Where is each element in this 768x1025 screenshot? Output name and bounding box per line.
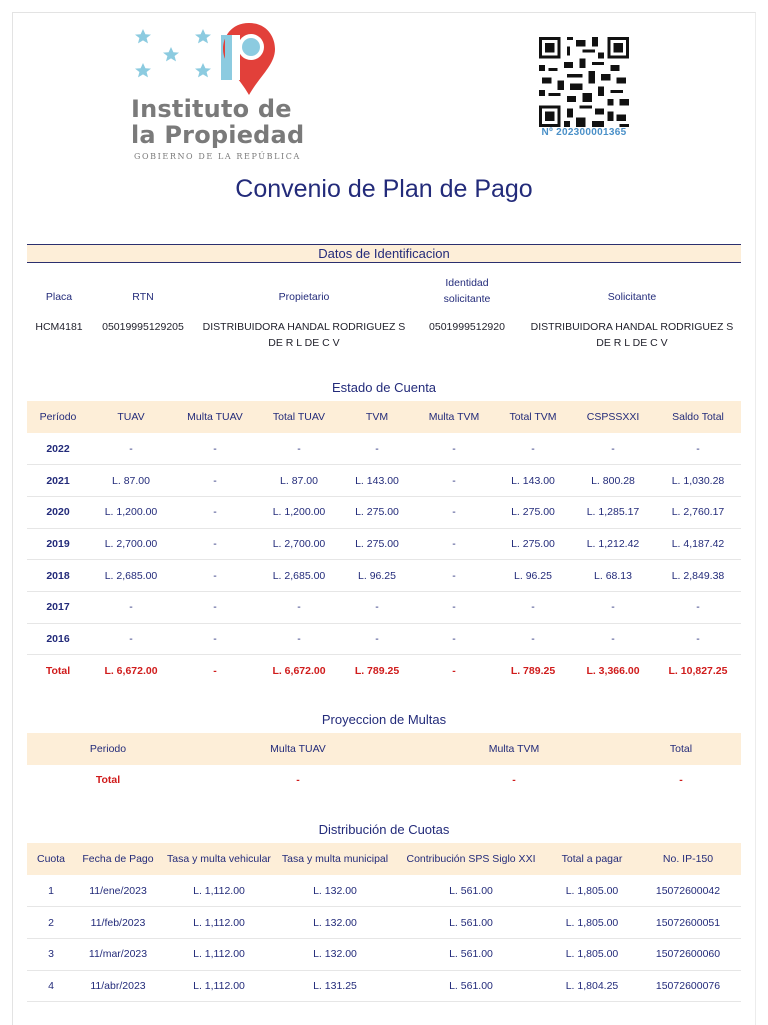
cuota-cell: L. 561.00 (449, 884, 493, 897)
estado-heading: Estado de Cuenta (331, 380, 437, 395)
cuota-cell: 11/abr/2023 (90, 979, 146, 992)
estado-cell: L. 275.00 (511, 537, 555, 550)
estado-cell: - (696, 632, 700, 645)
estado-cell: L. 275.00 (511, 506, 555, 519)
cuota-cell: L. 1,804.25 (565, 979, 619, 992)
cuota-row (27, 875, 741, 907)
logo-subtitle: GOBIERNO DE LA REPÚBLICA (134, 152, 301, 161)
estado-cell: - (213, 569, 217, 582)
estado-cell: - (611, 601, 615, 614)
estado-row (27, 591, 741, 623)
qr-number: Nº 202300001365 (541, 127, 627, 138)
col-header-total-a-pagar: Total a pagar (561, 853, 623, 865)
estado-cell: L. 68.13 (594, 569, 632, 582)
cuota-cell: 11/mar/2023 (88, 948, 148, 961)
estado-header-row (27, 401, 741, 433)
cuota-cell: L. 131.25 (313, 979, 357, 992)
logo-mark-icon (131, 21, 291, 97)
estado-cell: L. 143.00 (355, 474, 399, 487)
logo-text-line1: Instituto de (131, 95, 292, 123)
solicitante-value-line2: DE R L DE C V (596, 337, 668, 349)
total-label: Total (45, 664, 71, 677)
estado-cell: - (375, 442, 379, 455)
col-header-cspssxxi: CSPSSXXI (586, 411, 640, 423)
estado-cell: - (531, 601, 535, 614)
col-header-periodo: Periodo (89, 743, 127, 755)
estado-cell: - (213, 506, 217, 519)
document-title: Convenio de Plan de Pago (235, 175, 533, 203)
estado-cell: L. 2,700.00 (272, 537, 326, 550)
col-header-tvm: TVM (365, 411, 389, 423)
cuota-cell: 15072600051 (655, 916, 721, 929)
placa-header: Placa (45, 291, 73, 303)
col-header-total: Total (669, 743, 693, 755)
total-cell: L. 10,827.25 (668, 664, 728, 677)
cuota-cell: L. 132.00 (313, 948, 357, 961)
estado-cell: L. 87.00 (280, 474, 318, 487)
cuotas-table (27, 843, 741, 1002)
cuota-cell: L. 561.00 (449, 916, 493, 929)
estado-cell: - (531, 632, 535, 645)
estado-row (27, 528, 741, 560)
col-header-saldo-total: Saldo Total (672, 411, 724, 423)
total-cell: - (679, 774, 683, 786)
estado-cell: - (696, 601, 700, 614)
proyeccion-table (27, 733, 741, 795)
cuota-cell: L. 561.00 (449, 979, 493, 992)
estado-cell: - (129, 601, 133, 614)
cuota-row (27, 938, 741, 970)
solicitante-value (527, 319, 737, 351)
total-cell: L. 6,672.00 (104, 664, 158, 677)
estado-cell: - (213, 601, 217, 614)
estado-cell: - (452, 474, 456, 487)
estado-cell: L. 275.00 (355, 537, 399, 550)
total-cell: L. 789.25 (354, 664, 400, 677)
logo-text-line2: la Propiedad (131, 121, 305, 149)
total-label: Total (95, 774, 121, 786)
cuotas-header-row (27, 843, 741, 875)
estado-cell: - (375, 601, 379, 614)
estado-cell: - (611, 632, 615, 645)
col-header-contribucion-sps-siglo-xxi: Contribución SPS Siglo XXI (406, 853, 536, 865)
estado-total-row (27, 655, 741, 687)
estado-cell: L. 1,285.17 (586, 506, 640, 519)
cuota-number: 2 (48, 916, 54, 929)
cuota-cell: L. 132.00 (313, 884, 357, 897)
total-cell: L. 3,366.00 (586, 664, 640, 677)
cuota-number: 3 (48, 948, 54, 961)
col-header-multa-tvm: Multa TVM (428, 411, 480, 423)
estado-cell: - (375, 632, 379, 645)
periodo-cell: 2021 (46, 474, 70, 487)
propietario-value-line2: DE R L DE C V (268, 337, 340, 349)
cuota-cell: L. 1,112.00 (193, 916, 245, 929)
cuota-cell: L. 1,112.00 (193, 979, 245, 992)
periodo-cell: 2020 (46, 506, 70, 519)
cuota-cell: L. 1,805.00 (565, 916, 619, 929)
periodo-cell: 2017 (46, 601, 70, 614)
estado-row (27, 623, 741, 655)
estado-row (27, 465, 741, 497)
col-header-cuota: Cuota (36, 853, 66, 865)
identidad-header (419, 275, 515, 307)
periodo-cell: 2016 (46, 632, 70, 645)
estado-cell: - (452, 601, 456, 614)
estado-cell: - (297, 632, 301, 645)
total-cell: - (512, 774, 516, 786)
estado-cell: L. 96.25 (514, 569, 552, 582)
estado-cell: L. 2,700.00 (104, 537, 158, 550)
estado-cell: - (452, 506, 456, 519)
estado-cell: - (297, 601, 301, 614)
identificacion-heading: Datos de Identificacion (318, 246, 450, 261)
cuota-cell: L. 1,112.00 (193, 948, 245, 961)
periodo-cell: 2018 (46, 569, 70, 582)
estado-cell: - (213, 537, 217, 550)
cuota-cell: L. 1,805.00 (565, 948, 619, 961)
col-header-tuav: TUAV (117, 411, 145, 423)
estado-cell: L. 2,685.00 (272, 569, 326, 582)
total-cell: L. 789.25 (510, 664, 556, 677)
solicitante-value-line1: DISTRIBUIDORA HANDAL RODRIGUEZ S (530, 321, 734, 333)
cuota-cell: 15072600060 (655, 948, 721, 961)
estado-cell: L. 1,200.00 (272, 506, 326, 519)
cuotas-heading: Distribución de Cuotas (318, 822, 450, 837)
instituto-logo (131, 21, 331, 169)
propietario-value-line1: DISTRIBUIDORA HANDAL RODRIGUEZ S (202, 321, 406, 333)
estado-cell: - (696, 442, 700, 455)
periodo-cell: 2019 (46, 537, 70, 550)
identificacion-header-band (27, 244, 741, 263)
col-header-periodo: Período (39, 411, 77, 423)
cuota-cell: L. 561.00 (449, 948, 493, 961)
total-cell: - (213, 664, 217, 677)
col-header-total-tvm: Total TVM (509, 411, 557, 423)
estado-cell: L. 4,187.42 (671, 537, 725, 550)
total-cell: - (452, 664, 456, 677)
rtn-value: 05019995129205 (102, 321, 184, 333)
estado-cell: - (611, 442, 615, 455)
cuota-number: 4 (48, 979, 54, 992)
estado-cell: L. 96.25 (358, 569, 396, 582)
cuota-cell: 11/ene/2023 (89, 884, 147, 897)
col-header-no-ip-150: No. IP-150 (662, 853, 714, 865)
estado-cell: L. 143.00 (511, 474, 555, 487)
col-header-total-tuav: Total TUAV (272, 411, 326, 423)
estado-cell: - (297, 442, 301, 455)
estado-cell: - (531, 442, 535, 455)
cuota-cell: 11/feb/2023 (90, 916, 146, 929)
estado-cell: - (129, 632, 133, 645)
proyeccion-header-row (27, 733, 741, 765)
estado-cell: L. 2,760.17 (671, 506, 725, 519)
total-cell: L. 6,672.00 (272, 664, 326, 677)
rtn-header: RTN (132, 291, 154, 303)
estado-cell: - (452, 569, 456, 582)
cuota-cell: 15072600042 (655, 884, 721, 897)
estado-cell: - (452, 632, 456, 645)
estado-cell: L. 2,685.00 (104, 569, 158, 582)
proyeccion-heading: Proyeccion de Multas (321, 712, 447, 727)
cuota-cell: L. 1,112.00 (193, 884, 245, 897)
col-header-tasa-y-multa-vehicular: Tasa y multa vehicular (167, 853, 271, 865)
estado-cell: - (452, 537, 456, 550)
qr-code-icon (539, 37, 629, 127)
estado-cell: - (213, 442, 217, 455)
col-header-multa-tvm: Multa TVM (488, 743, 540, 755)
estado-cell: - (213, 474, 217, 487)
cuota-row (27, 970, 741, 1002)
estado-cell: L. 1,030.28 (671, 474, 725, 487)
estado-cell: L. 87.00 (112, 474, 150, 487)
estado-cell: L. 1,212.42 (586, 537, 640, 550)
placa-value: HCM4181 (35, 321, 83, 333)
estado-cell: - (213, 632, 217, 645)
col-header-multa-tuav: Multa TUAV (187, 411, 243, 423)
cuota-cell: 15072600076 (655, 979, 721, 992)
estado-cell: - (129, 442, 133, 455)
col-header-multa-tuav: Multa TUAV (270, 743, 326, 755)
total-cell: - (296, 774, 300, 786)
periodo-cell: 2022 (46, 442, 70, 455)
cuota-row (27, 907, 741, 939)
identidad-value: 0501999512920 (429, 321, 505, 333)
propietario-header: Propietario (278, 291, 330, 303)
identidad-header-line1: Identidad (445, 277, 489, 289)
estado-cell: L. 2,849.38 (671, 569, 725, 582)
estado-cell: L. 800.28 (591, 474, 635, 487)
estado-row (27, 496, 741, 528)
proyeccion-total-row (27, 765, 741, 795)
estado-cell: - (452, 442, 456, 455)
estado-cell: L. 1,200.00 (104, 506, 158, 519)
propietario-value (199, 319, 409, 351)
estado-row (27, 560, 741, 592)
estado-row (27, 433, 741, 465)
cuota-cell: L. 132.00 (313, 916, 357, 929)
cuota-number: 1 (48, 884, 54, 897)
col-header-tasa-y-multa-municipal: Tasa y multa municipal (281, 853, 389, 865)
identidad-header-line2: solicitante (443, 293, 491, 305)
cuota-cell: L. 1,805.00 (565, 884, 619, 897)
document-page (12, 12, 756, 1025)
estado-cuenta-table (27, 401, 741, 687)
solicitante-header: Solicitante (607, 291, 657, 303)
col-header-fecha-de-pago: Fecha de Pago (82, 853, 154, 865)
estado-cell: L. 275.00 (355, 506, 399, 519)
